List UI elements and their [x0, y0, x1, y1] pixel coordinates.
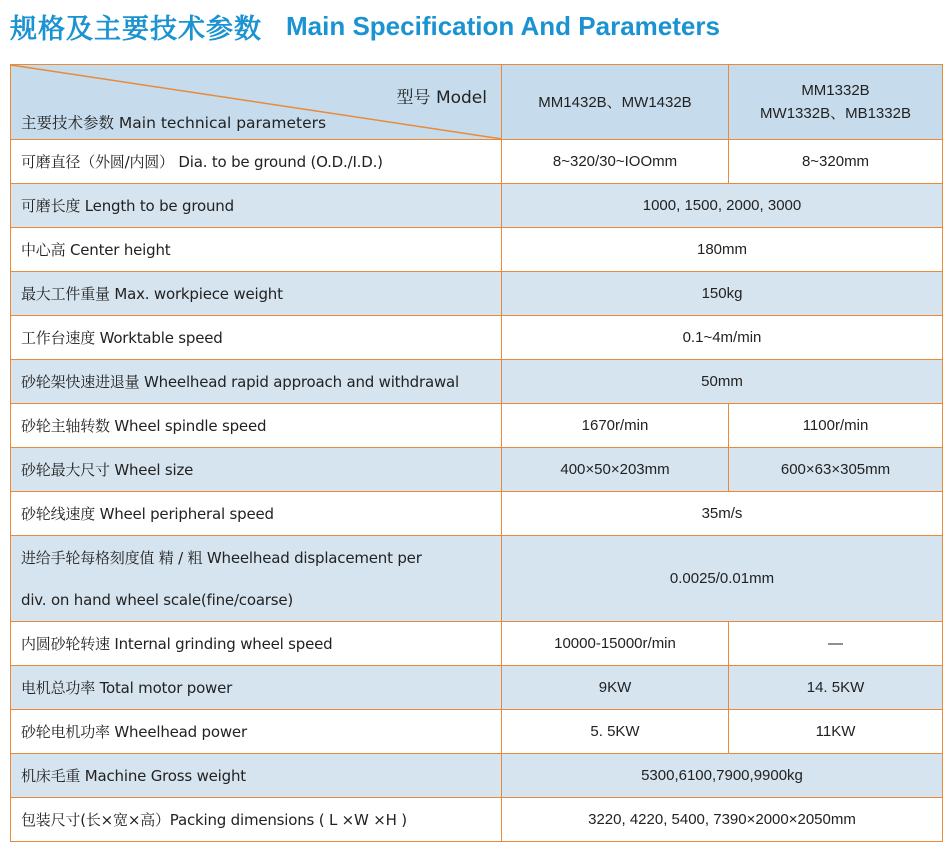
value-col1: 10000-15000r/min [502, 622, 729, 666]
param-label: 可磨长度 Length to be ground [11, 184, 502, 228]
table-row [11, 404, 943, 448]
table-row [11, 360, 943, 404]
page-title [10, 4, 720, 48]
table-row [11, 272, 943, 316]
value-col1: 8~320/30~IOOmm [502, 140, 729, 184]
param-label: 砂轮电机功率 Wheelhead power [11, 710, 502, 754]
value-merged: 50mm [502, 360, 943, 404]
value-col1: 1670r/min [502, 404, 729, 448]
value-col2: — [729, 622, 943, 666]
table-row [11, 140, 943, 184]
param-label: 最大工件重量 Max. workpiece weight [11, 272, 502, 316]
table-row [11, 448, 943, 492]
value-col2: 11KW [729, 710, 943, 754]
param-label-multiline [11, 536, 502, 622]
value-col2: 8~320mm [729, 140, 943, 184]
value-merged: 0.0025/0.01mm [502, 536, 943, 622]
table-row [11, 228, 943, 272]
param-label: 内圆砂轮转速 Internal grinding wheel speed [11, 622, 502, 666]
value-merged: 180mm [502, 228, 943, 272]
param-label: 工作台速度 Worktable speed [11, 316, 502, 360]
param-label: 砂轮最大尺寸 Wheel size [11, 448, 502, 492]
value-merged: 3220, 4220, 5400, 7390×2000×2050mm [502, 798, 943, 842]
param-label-line2: div. on hand wheel scale(fine/coarse) [21, 590, 294, 609]
model-col2-line1: MM1332B [801, 82, 870, 99]
value-col2: 1100r/min [729, 404, 943, 448]
value-merged: 0.1~4m/min [502, 316, 943, 360]
value-col2: 600×63×305mm [729, 448, 943, 492]
title-english: Main Specification And Parameters [286, 10, 720, 41]
table-row [11, 710, 943, 754]
param-label: 机床毛重 Machine Gross weight [11, 754, 502, 798]
param-label: 电机总功率 Total motor power [11, 666, 502, 710]
param-label: 包装尺寸(长×宽×高）Packing dimensions ( L ×W ×H ) [11, 798, 502, 842]
param-label: 砂轮线速度 Wheel peripheral speed [11, 492, 502, 536]
table-row [11, 316, 943, 360]
title-chinese: 规格及主要技术参数 [10, 13, 262, 45]
header-col2 [729, 65, 943, 140]
param-header-label: 主要技术参数 Main technical parameters [21, 114, 327, 132]
value-col1: 400×50×203mm [502, 448, 729, 492]
value-merged: 1000, 1500, 2000, 3000 [502, 184, 943, 228]
param-label: 可磨直径（外圆/内圆） Dia. to be ground (O.D./I.D.) [11, 140, 502, 184]
model-col2-line2: MW1332B、MB1332B [760, 105, 911, 122]
value-merged: 35m/s [502, 492, 943, 536]
param-label: 砂轮架快速进退量 Wheelhead rapid approach and withdrawal [11, 360, 502, 404]
value-col2: 14. 5KW [729, 666, 943, 710]
value-merged: 5300,6100,7900,9900kg [502, 754, 943, 798]
model-header-label: 型号 Model [396, 88, 487, 108]
value-merged: 150kg [502, 272, 943, 316]
value-col1: 5. 5KW [502, 710, 729, 754]
table-row [11, 622, 943, 666]
table-row [11, 798, 943, 842]
param-label: 砂轮主轴转数 Wheel spindle speed [11, 404, 502, 448]
spec-table [10, 64, 943, 842]
header-diagonal-cell [11, 65, 502, 140]
value-col1: 9KW [502, 666, 729, 710]
model-col1: MM1432B、MW1432B [538, 93, 692, 111]
table-row [11, 666, 943, 710]
table-row [11, 536, 943, 622]
header-col1 [502, 65, 729, 140]
param-label: 中心高 Center height [11, 228, 502, 272]
param-label-line1: 进给手轮每格刻度值 精 / 粗 Wheelhead displacement per [21, 548, 422, 567]
table-row [11, 492, 943, 536]
table-row [11, 184, 943, 228]
table-header-row [11, 65, 943, 140]
table-row [11, 754, 943, 798]
